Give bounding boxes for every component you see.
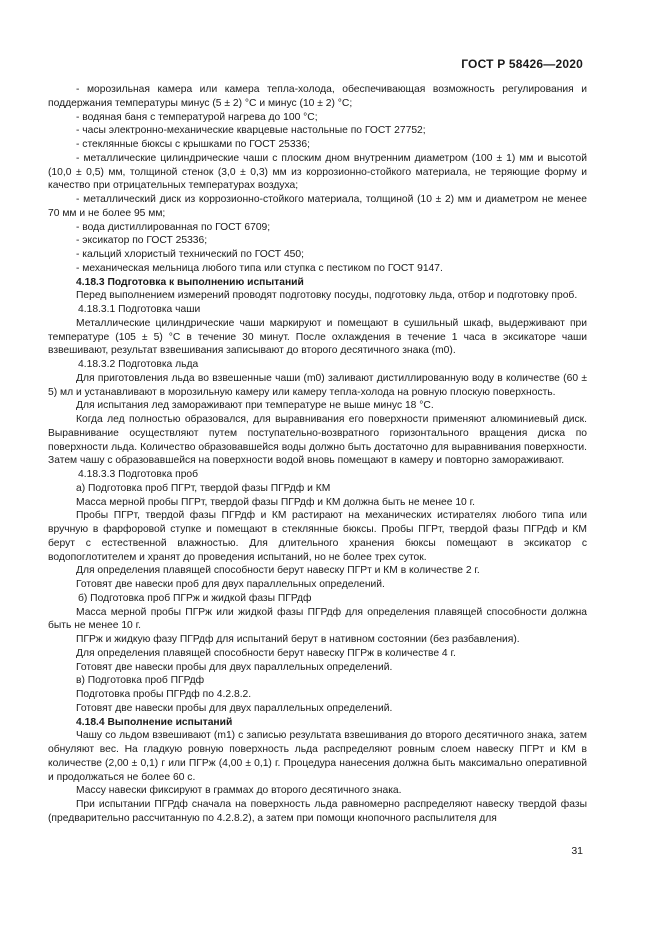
section-heading: 4.18.4 Выполнение испытаний	[76, 716, 233, 728]
paragraph: Подготовка пробы ПГРдф по 4.2.8.2.	[76, 689, 252, 700]
list-item: - водяная баня с температурой нагрева до 100 °С;	[76, 111, 318, 123]
list-item: - механическая мельница любого типа или ступка с пестиком по ГОСТ 9147.	[76, 262, 443, 274]
list-item: - металлический диск из коррозионно-стойкого материала, толщиной (10 ± 2) мм и диаметром не менее 70 мм и не более 95 мм;	[48, 194, 587, 219]
list-item: - морозильная камера или камера тепла-холода, обеспечивающая возможность регулирования и поддержания температуры минус (5 ± 2) °С и минус (10 ± 2) °С;	[48, 84, 587, 109]
paragraph: б) Подготовка проб ПГРж и жидкой фазы ПГРдф	[78, 592, 312, 604]
list-item: - кальций хлористый технический по ГОСТ 450;	[76, 249, 304, 260]
paragraph: Масса мерной пробы ПГРт, твердой фазы ПГРдф и КМ должна быть не менее 10 г.	[76, 496, 475, 508]
paragraph: а) Подготовка проб ПГРт, твердой фазы ПГРдф и КМ	[76, 482, 331, 494]
paragraph: Когда лед полностью образовался, для выравнивания его поверхности применяют алюминиевый диск. Выравнивание осуществляют путем поступательно-возвратного горизонтального вращения диска по поверхности льда. Количество образовавшейся воды должно быть достаточно для выравнивания поверхности. Затем чашу с образовавшейся на поверхности водой вновь помещают в камеру и повторно замораживают.	[48, 414, 587, 467]
paragraph: Пробы ПГРт, твердой фазы ПГРдф и КМ растирают на механических истирателях любого типа или вручную в фарфоровой ступке и помещают в стеклянные бюксы. Пробы ПГРт, твердой фазы ПГРдф и КМ берут с естественной влажностью. Для длительного хранения бюксы помещают в эксикатор с водопоглотителем и хранят до проведения испытаний, но не более трех суток.	[48, 510, 587, 563]
paragraph: Металлические цилиндрические чаши маркируют и помещают в сушильный шкаф, выдерживают при температуре (105 ± 5) °С в течение 30 минут. После охлаждения в течение 1 часа в эксикаторе чаши взвешивают, результат взвешивания записывают до второго десятичного знака (m0).	[48, 317, 587, 357]
paragraph: Для определения плавящей способности берут навеску ПГРт и КМ в количестве 2 г.	[76, 565, 480, 577]
paragraph: При испытании ПГРдф сначала на поверхность льда равномерно распределяют навеску твердой фазы (предварительно рассчитанную по 4.2.8.2), а затем при помощи кнопочного распылителя для	[48, 799, 587, 824]
list-item: - вода дистиллированная по ГОСТ 6709;	[76, 221, 271, 233]
section-heading: 4.18.3 Подготовка к выполнению испытаний	[76, 276, 304, 288]
document-body	[48, 83, 587, 826]
paragraph: Масса мерной пробы ПГРж или жидкой фазы ПГРдф для определения плавящей способности должна быть не менее 10 г.	[48, 606, 587, 632]
subsection-heading: 4.18.3.3 Подготовка проб	[78, 469, 199, 480]
paragraph: Готовят две навески проб для двух параллельных определений.	[76, 579, 385, 590]
paragraph: Массу навески фиксируют в граммах до второго десятичного знака.	[76, 785, 402, 797]
paragraph: Готовят две навески пробы для двух параллельных определений.	[76, 661, 393, 673]
subsection-heading: 4.18.3.1 Подготовка чаши	[78, 304, 201, 315]
paragraph: в) Подготовка проб ПГРдф	[76, 675, 205, 687]
paragraph: ПГРж и жидкую фазу ПГРдф для испытаний берут в нативном состоянии (без разбавления).	[76, 634, 520, 645]
paragraph: Перед выполнением измерений проводят подготовку посуды, подготовку льда, отбор и подготовку проб.	[76, 290, 578, 302]
standard-designation: ГОСТ Р 58426—2020	[461, 57, 583, 71]
subsection-heading: 4.18.3.2 Подготовка льда	[78, 359, 199, 370]
paragraph: Для определения плавящей способности берут навеску ПГРж в количестве 4 г.	[76, 647, 456, 659]
page-number: 31	[571, 845, 583, 857]
paragraph: Чашу со льдом взвешивают (m1) с записью результата взвешивания до второго десятичного знака, затем обнуляют вес. На гладкую ровную поверхность льда распределяют ровным слоем навеску ПГРт и КМ в количестве (2,00 ± 0,1) г или ПГРж (4,00 ± 0,1) г. Процедура нанесения должна быть максимально оперативной и продолжаться не более 60 с.	[48, 730, 587, 783]
paragraph: Для испытания лед замораживают при температуре не выше минус 18 °С.	[76, 400, 434, 412]
paragraph: Готовят две навески пробы для двух параллельных определений.	[76, 702, 393, 714]
list-item: - металлические цилиндрические чаши с плоским дном внутренним диаметром (100 ± 1) мм и высотой (10,0 ± 0,5) мм, толщиной стенок (3,0 ± 0,3) мм из коррозионно-стойкого материала, не теряющие форму и качество при отрицательных температурах воздуха;	[48, 152, 587, 192]
paragraph: Для приготовления льда во взвешенные чаши (m0) заливают дистиллированную воду в количестве (60 ± 5) мл и устанавливают в морозильную камеру или камеру тепла-холода на ровную плоскую поверхность.	[48, 372, 587, 398]
list-item: - часы электронно-механические кварцевые настольные по ГОСТ 27752;	[76, 125, 426, 137]
list-item: - эксикатор по ГОСТ 25336;	[76, 235, 208, 247]
list-item: - стеклянные бюксы с крышками по ГОСТ 25336;	[76, 139, 310, 150]
